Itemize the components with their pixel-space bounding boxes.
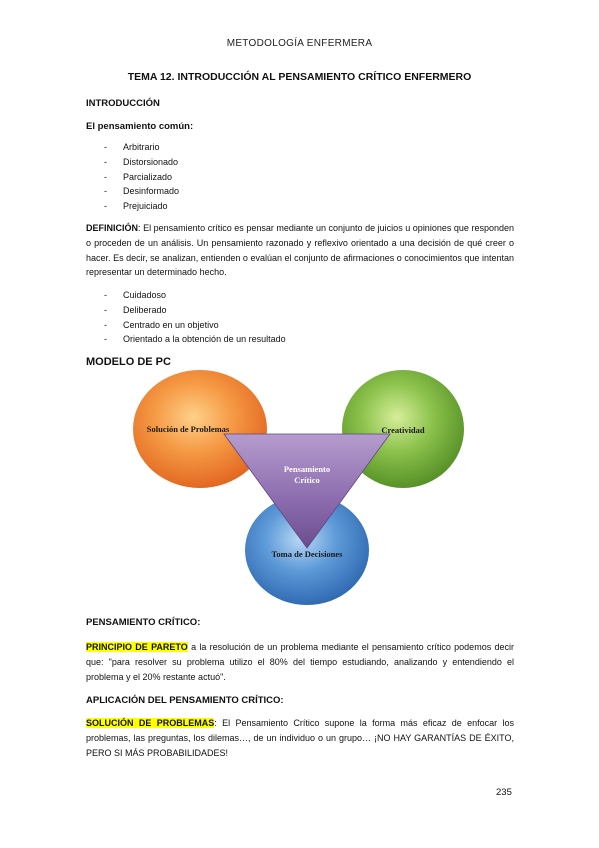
list-item: - Centrado en un objetivo [86, 318, 286, 333]
critical-thinking-label-line2: Crítico [294, 475, 320, 485]
critical-thinking-heading: PENSAMIENTO CRÍTICO: [86, 617, 201, 628]
common-thinking-list [86, 140, 179, 214]
list-item: - Deliberado [86, 303, 286, 318]
list-item: - Orientado a la obtención de un resultado [86, 332, 286, 347]
critical-thinking-traits-list [86, 288, 286, 347]
dash-bullet: - [104, 290, 107, 300]
creativity-label: Creatividad [381, 425, 425, 435]
model-heading: MODELO DE PC [86, 356, 171, 368]
page-number: 235 [496, 787, 512, 798]
intro-subheading: El pensamiento común: [86, 121, 194, 132]
list-item: - Distorsionado [86, 155, 179, 170]
dash-bullet: - [104, 156, 107, 167]
problem-solving-label: Solución de Problemas [146, 424, 230, 434]
decision-making-label: Toma de Decisiones [271, 549, 343, 559]
pareto-text: a la resolución de un problema mediante el pensamiento crítico podemos decir que: "para resolver su problema utilizo el 80% del tiempo estudiando, analizando y entendiendo el problema y el 20% restante actuó". [86, 642, 514, 682]
dash-bullet: - [104, 201, 107, 212]
page-title: TEMA 12. INTRODUCCIÓN AL PENSAMIENTO CRÍTICO ENFERMERO [127, 71, 472, 83]
definition-label: DEFINICIÓN [86, 223, 139, 233]
list-item: - Cuidadoso [86, 288, 286, 303]
list-item: - Parcializado [86, 170, 179, 185]
problem-solving-text: : El Pensamiento Crítico supone la forma más eficaz de enfocar los problemas, las preguntas, los dilemas…, de un individuo o un grupo… ¡NO HAY GARANTÍAS DE ÉXITO, PERO SI MÁS PROBABILIDADES! [86, 718, 514, 758]
definition-paragraph [86, 221, 514, 280]
list-item: - Desinformado [86, 184, 179, 199]
list-item: - Prejuiciado [86, 199, 179, 214]
problem-solving-paragraph [86, 716, 514, 760]
dash-bullet: - [104, 171, 107, 182]
critical-thinking-model-diagram [120, 368, 480, 608]
pareto-label: PRINCIPIO DE PARETO [86, 642, 188, 652]
definition-text: : El pensamiento crítico es pensar mediante un conjunto de juicios u opiniones que responden o proceden de un análisis. Un pensamiento razonado y reflexivo orientado a una decisión de qué creer o hacer. Es decir, se analizan, entienden o evalúan el conjunto de afirmaciones o conocimientos que intentan representar un determinado hecho. [86, 223, 514, 278]
dash-bullet: - [104, 186, 107, 197]
dash-bullet: - [104, 304, 107, 315]
application-heading: APLICACIÓN DEL PENSAMIENTO CRÍTICO: [86, 695, 284, 706]
problem-solving-highlight: SOLUCIÓN DE PROBLEMAS [86, 718, 215, 728]
running-header: METODOLOGÍA ENFERMERA [226, 38, 373, 49]
dash-bullet: - [104, 142, 107, 152]
pareto-paragraph [86, 640, 514, 684]
critical-thinking-label-line1: Pensamiento [283, 464, 331, 474]
dash-bullet: - [104, 319, 107, 330]
dash-bullet: - [104, 334, 107, 345]
intro-heading: INTRODUCCIÓN [86, 98, 160, 109]
list-item: - Arbitrario [86, 140, 179, 155]
